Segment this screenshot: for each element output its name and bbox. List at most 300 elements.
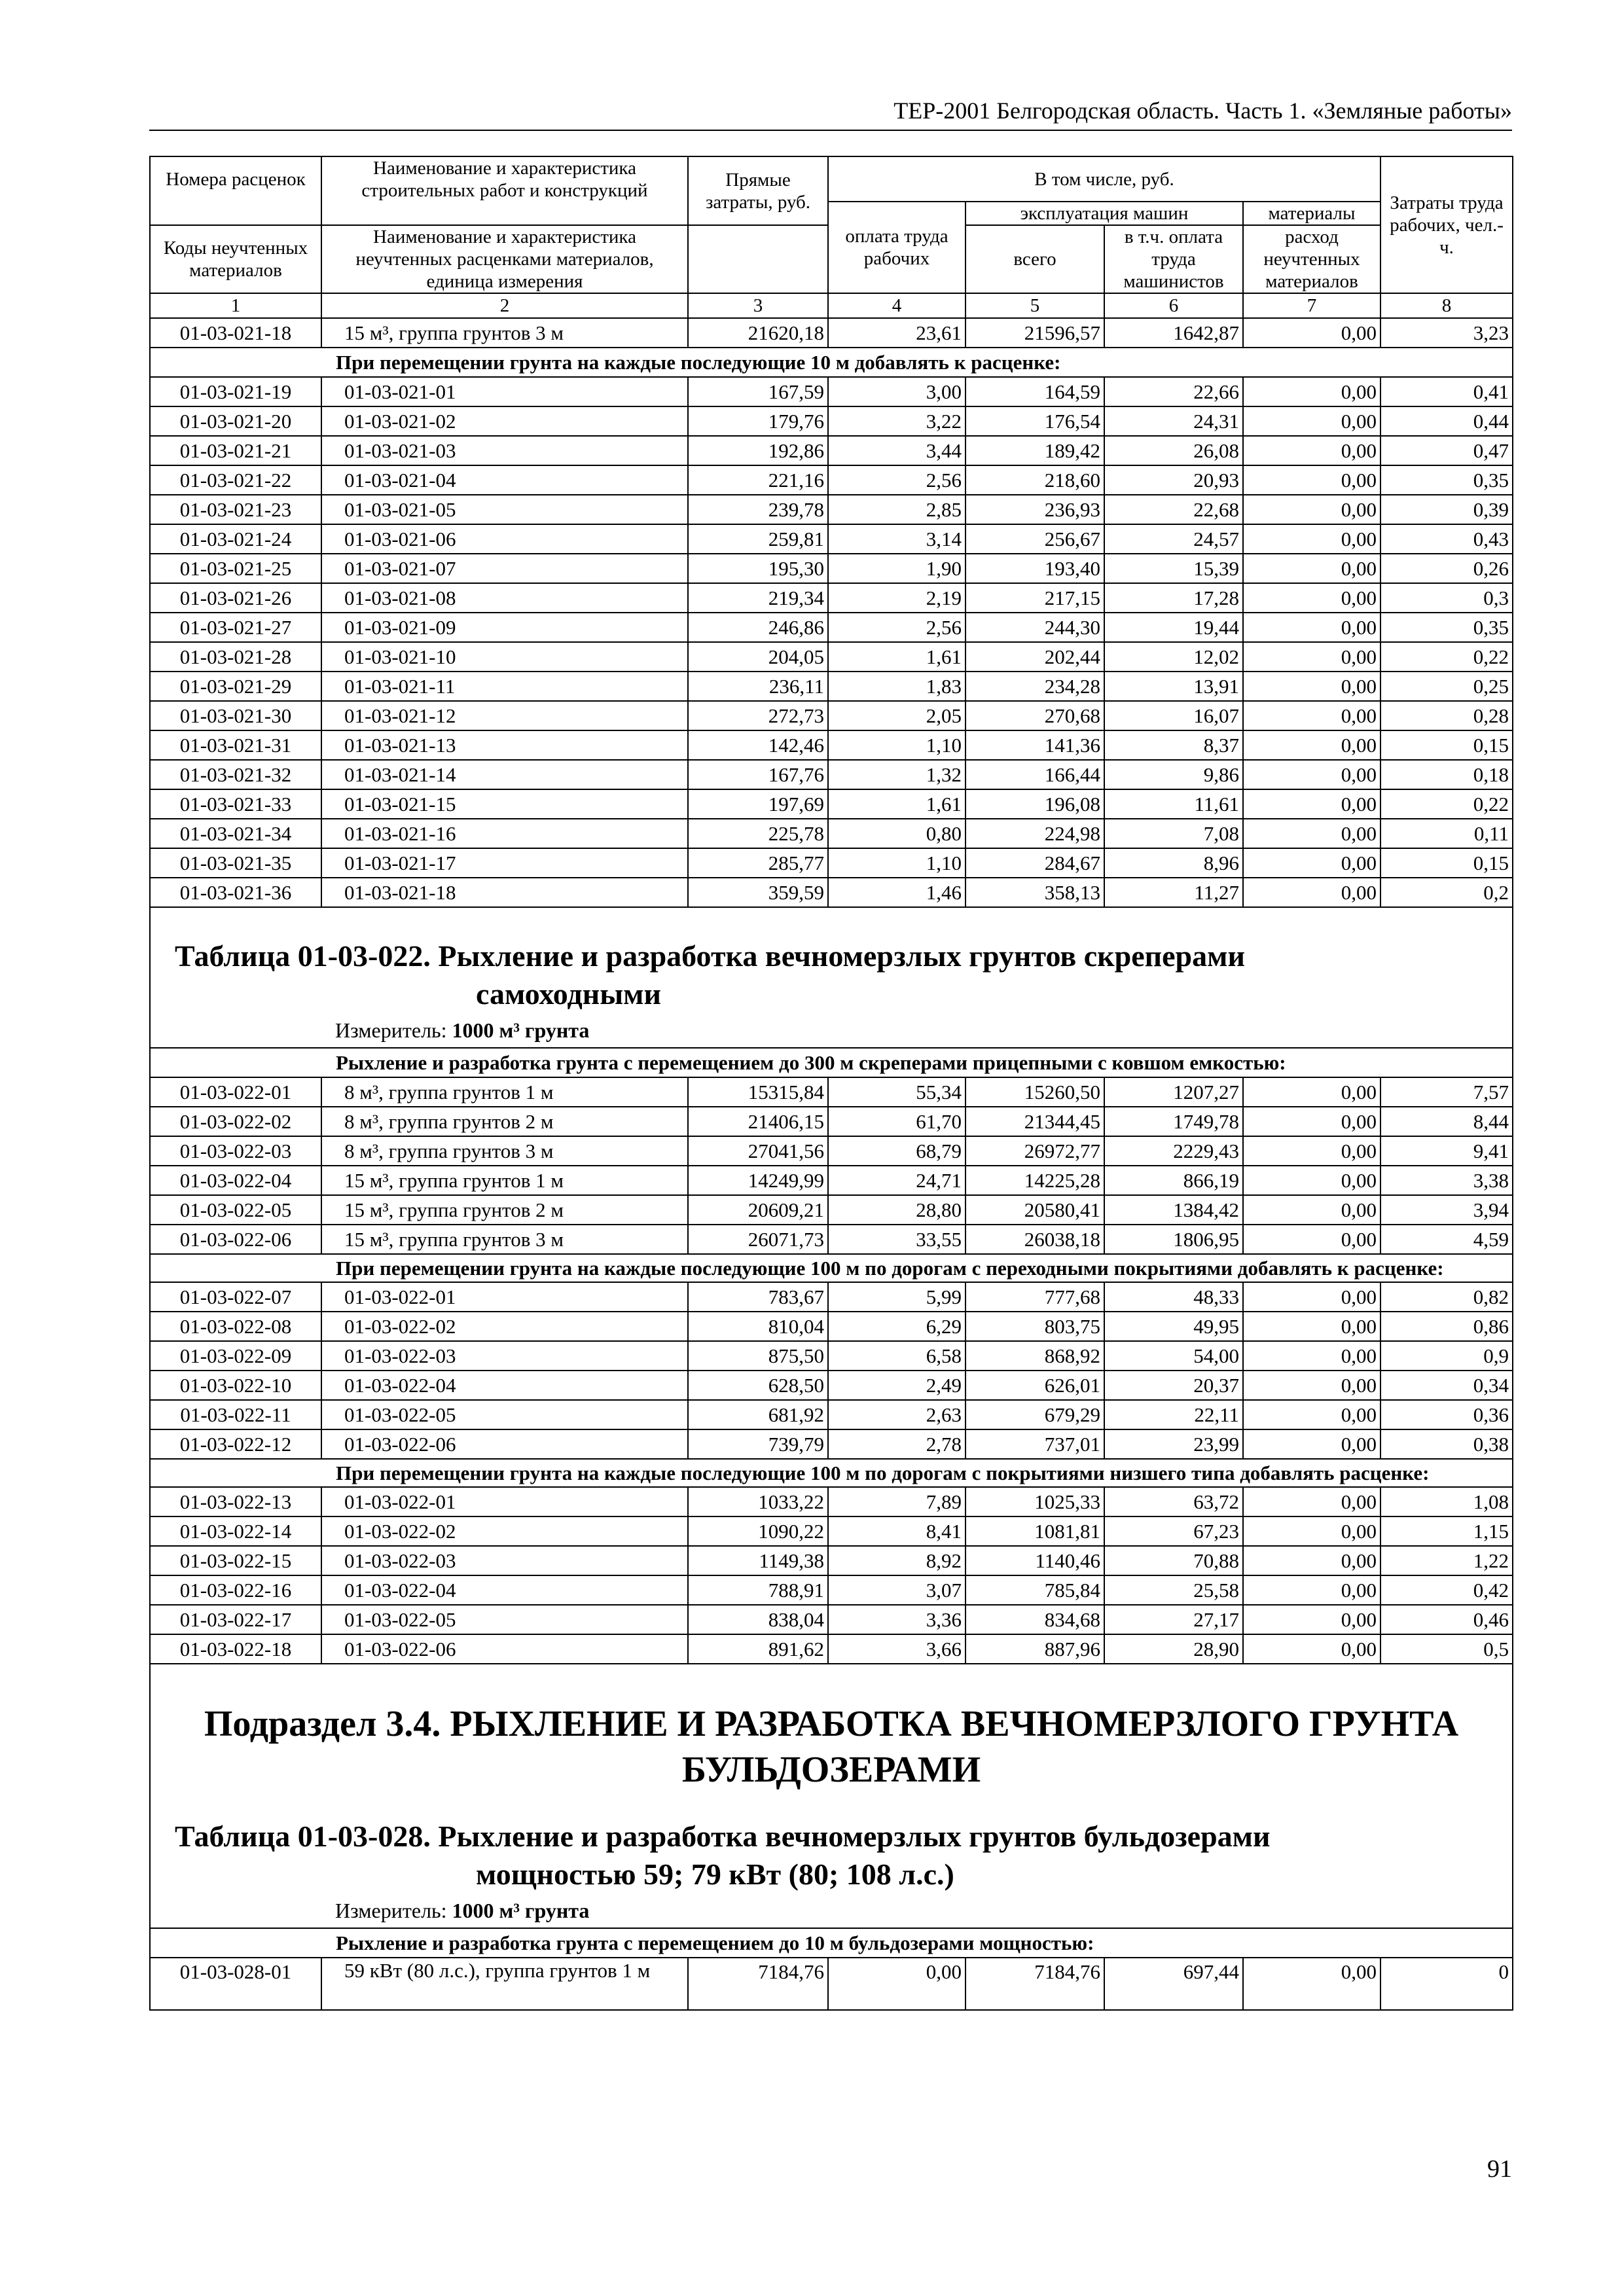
rate-name: 15 м³, группа грунтов 3 м xyxy=(321,1225,688,1254)
labor-pay: 28,80 xyxy=(828,1195,965,1225)
machines-total: 141,36 xyxy=(965,730,1104,760)
direct-costs: 239,78 xyxy=(688,495,828,524)
machinists-pay: 1384,42 xyxy=(1104,1195,1243,1225)
col-labor-pay: оплата труда рабочих xyxy=(828,202,965,293)
direct-costs: 7184,76 xyxy=(688,1958,828,2010)
rate-name: 01-03-022-05 xyxy=(321,1400,688,1429)
materials: 0,00 xyxy=(1243,878,1380,907)
col-codes: Коды неучтенных материалов xyxy=(150,225,321,293)
materials: 0,00 xyxy=(1243,1605,1380,1634)
materials: 0,00 xyxy=(1243,760,1380,789)
machinists-pay: 1749,78 xyxy=(1104,1107,1243,1136)
machinists-pay: 7,08 xyxy=(1104,819,1243,848)
rate-code: 01-03-022-05 xyxy=(150,1195,321,1225)
materials: 0,00 xyxy=(1243,819,1380,848)
direct-costs: 628,50 xyxy=(688,1371,828,1400)
rate-code: 01-03-022-04 xyxy=(150,1166,321,1195)
col-machines: эксплуатация машин xyxy=(965,202,1243,225)
labor-pay: 3,22 xyxy=(828,406,965,436)
rate-code: 01-03-021-36 xyxy=(150,878,321,907)
rate-code: 01-03-022-18 xyxy=(150,1634,321,1664)
rate-code: 01-03-021-29 xyxy=(150,672,321,701)
col-number: 1 xyxy=(150,293,321,318)
rate-name: 01-03-021-13 xyxy=(321,730,688,760)
col-number: 5 xyxy=(965,293,1104,318)
table-row xyxy=(150,1225,1513,1254)
table-row xyxy=(150,377,1513,406)
labor-hours: 0,35 xyxy=(1380,613,1513,642)
table-row xyxy=(150,1575,1513,1605)
col-labor-costs: Затраты труда рабочих, чел.-ч. xyxy=(1380,156,1513,293)
section-note: Рыхление и разработка грунта с перемещением до 10 м бульдозерами мощностью: xyxy=(150,1928,1513,1958)
machinists-pay: 24,57 xyxy=(1104,524,1243,554)
materials: 0,00 xyxy=(1243,1166,1380,1195)
section-note: При перемещении грунта на каждые последующие 100 м по дорогам с переходными покрытиями добавлять к расценке: xyxy=(150,1254,1513,1282)
labor-hours: 0,44 xyxy=(1380,406,1513,436)
materials: 0,00 xyxy=(1243,1195,1380,1225)
machines-total: 803,75 xyxy=(965,1312,1104,1341)
machinists-pay: 8,96 xyxy=(1104,848,1243,878)
materials: 0,00 xyxy=(1243,642,1380,672)
table-028-title xyxy=(151,1806,1512,1893)
machines-total: 189,42 xyxy=(965,436,1104,465)
labor-pay: 23,61 xyxy=(828,318,965,348)
rate-code: 01-03-021-26 xyxy=(150,583,321,613)
labor-pay: 0,00 xyxy=(828,1958,965,2010)
labor-pay: 2,56 xyxy=(828,613,965,642)
direct-costs: 875,50 xyxy=(688,1341,828,1371)
machinists-pay: 697,44 xyxy=(1104,1958,1243,2010)
machines-total: 21344,45 xyxy=(965,1107,1104,1136)
machines-total: 26972,77 xyxy=(965,1136,1104,1166)
table-row xyxy=(150,730,1513,760)
header-divider xyxy=(149,130,1512,131)
table-row xyxy=(150,1371,1513,1400)
materials: 0,00 xyxy=(1243,789,1380,819)
table-row xyxy=(150,406,1513,436)
col-rate-numbers: Номера расценок xyxy=(150,156,321,202)
labor-hours: 0,22 xyxy=(1380,642,1513,672)
direct-costs: 221,16 xyxy=(688,465,828,495)
table-row xyxy=(150,1516,1513,1546)
table-title-line: Таблица 01-03-022. Рыхление и разработка вечномерзлых грунтов скреперами xyxy=(175,939,1245,973)
machines-total: 358,13 xyxy=(965,878,1104,907)
labor-hours: 0,86 xyxy=(1380,1312,1513,1341)
labor-hours: 1,15 xyxy=(1380,1516,1513,1546)
page-header-title: ТЕР-2001 Белгородская область. Часть 1. «Земляные работы» xyxy=(893,98,1512,124)
labor-pay: 1,90 xyxy=(828,554,965,583)
labor-pay: 3,14 xyxy=(828,524,965,554)
table-row xyxy=(150,1487,1513,1516)
col-name2: Наименование и характеристика неучтенных расценками материалов, единица измерения xyxy=(321,225,688,293)
materials: 0,00 xyxy=(1243,1282,1380,1312)
labor-pay: 1,10 xyxy=(828,730,965,760)
machinists-pay: 20,93 xyxy=(1104,465,1243,495)
machinists-pay: 1642,87 xyxy=(1104,318,1243,348)
materials: 0,00 xyxy=(1243,672,1380,701)
machinists-pay: 22,11 xyxy=(1104,1400,1243,1429)
machinists-pay: 17,28 xyxy=(1104,583,1243,613)
materials: 0,00 xyxy=(1243,848,1380,878)
machines-total: 15260,50 xyxy=(965,1077,1104,1107)
table-022-title xyxy=(151,908,1512,1013)
machines-total: 20580,41 xyxy=(965,1195,1104,1225)
col-name: Наименование и характеристика строительных работ и конструкций xyxy=(321,156,688,202)
labor-pay: 2,85 xyxy=(828,495,965,524)
labor-hours: 0,18 xyxy=(1380,760,1513,789)
machines-total: 164,59 xyxy=(965,377,1104,406)
direct-costs: 810,04 xyxy=(688,1312,828,1341)
machinists-pay: 48,33 xyxy=(1104,1282,1243,1312)
rate-name: 01-03-021-06 xyxy=(321,524,688,554)
labor-pay: 1,32 xyxy=(828,760,965,789)
table-028-measure xyxy=(151,1893,1512,1928)
machines-total: 202,44 xyxy=(965,642,1104,672)
col-name-cont xyxy=(321,202,688,225)
labor-hours: 0,22 xyxy=(1380,789,1513,819)
rate-name: 01-03-021-07 xyxy=(321,554,688,583)
direct-costs: 20609,21 xyxy=(688,1195,828,1225)
rate-code: 01-03-022-14 xyxy=(150,1516,321,1546)
rate-name: 01-03-021-16 xyxy=(321,819,688,848)
rate-code: 01-03-021-32 xyxy=(150,760,321,789)
direct-costs: 1033,22 xyxy=(688,1487,828,1516)
rate-name: 01-03-022-02 xyxy=(321,1516,688,1546)
table-row xyxy=(150,436,1513,465)
labor-pay: 2,05 xyxy=(828,701,965,730)
machinists-pay: 1207,27 xyxy=(1104,1077,1243,1107)
rate-code: 01-03-021-19 xyxy=(150,377,321,406)
rate-code: 01-03-021-30 xyxy=(150,701,321,730)
rate-name: 01-03-021-14 xyxy=(321,760,688,789)
machinists-pay: 26,08 xyxy=(1104,436,1243,465)
machinists-pay: 70,88 xyxy=(1104,1546,1243,1575)
materials: 0,00 xyxy=(1243,1341,1380,1371)
table-row xyxy=(150,1077,1513,1107)
machines-total: 196,08 xyxy=(965,789,1104,819)
labor-pay: 55,34 xyxy=(828,1077,965,1107)
direct-costs: 142,46 xyxy=(688,730,828,760)
rate-code: 01-03-021-33 xyxy=(150,789,321,819)
table-022-measure xyxy=(151,1013,1512,1047)
rate-code: 01-03-022-08 xyxy=(150,1312,321,1341)
table-row xyxy=(150,1282,1513,1312)
rate-name: 01-03-021-04 xyxy=(321,465,688,495)
materials: 0,00 xyxy=(1243,318,1380,348)
direct-costs: 21406,15 xyxy=(688,1107,828,1136)
machinists-pay: 20,37 xyxy=(1104,1371,1243,1400)
machines-total: 1025,33 xyxy=(965,1487,1104,1516)
labor-hours: 0,47 xyxy=(1380,436,1513,465)
section-note: Рыхление и разработка грунта с перемещением до 300 м скреперами прицепными с ковшом емкостью: xyxy=(150,1048,1513,1077)
document-page xyxy=(149,156,1512,2011)
rate-name: 01-03-021-17 xyxy=(321,848,688,878)
rate-code: 01-03-022-07 xyxy=(150,1282,321,1312)
col-machines-total: всего xyxy=(965,225,1104,293)
rate-name: 01-03-022-04 xyxy=(321,1575,688,1605)
labor-pay: 5,99 xyxy=(828,1282,965,1312)
labor-hours: 0,39 xyxy=(1380,495,1513,524)
direct-costs: 195,30 xyxy=(688,554,828,583)
rates-table xyxy=(149,156,1513,2011)
table-row xyxy=(150,1958,1513,2010)
table-row xyxy=(150,1166,1513,1195)
rate-name: 01-03-022-02 xyxy=(321,1312,688,1341)
machines-total: 284,67 xyxy=(965,848,1104,878)
rate-code: 01-03-022-03 xyxy=(150,1136,321,1166)
rate-code: 01-03-021-20 xyxy=(150,406,321,436)
direct-costs: 236,11 xyxy=(688,672,828,701)
materials: 0,00 xyxy=(1243,1107,1380,1136)
machines-total: 777,68 xyxy=(965,1282,1104,1312)
labor-pay: 1,46 xyxy=(828,878,965,907)
labor-hours: 3,23 xyxy=(1380,318,1513,348)
col-number: 6 xyxy=(1104,293,1243,318)
table-title-line: мощностью 59; 79 кВт (80; 108 л.с.) xyxy=(476,1857,954,1891)
machines-total: 887,96 xyxy=(965,1634,1104,1664)
direct-costs: 167,59 xyxy=(688,377,828,406)
rate-code: 01-03-022-13 xyxy=(150,1487,321,1516)
labor-pay: 6,29 xyxy=(828,1312,965,1341)
rate-name: 8 м³, группа грунтов 2 м xyxy=(321,1107,688,1136)
machinists-pay: 23,99 xyxy=(1104,1429,1243,1459)
direct-costs: 1149,38 xyxy=(688,1546,828,1575)
machines-total: 218,60 xyxy=(965,465,1104,495)
materials: 0,00 xyxy=(1243,465,1380,495)
section-note: При перемещении грунта на каждые последующие 10 м добавлять к расценке: xyxy=(150,348,1513,377)
rate-code: 01-03-022-02 xyxy=(150,1107,321,1136)
direct-costs: 272,73 xyxy=(688,701,828,730)
machinists-pay: 24,31 xyxy=(1104,406,1243,436)
machines-total: 626,01 xyxy=(965,1371,1104,1400)
materials: 0,00 xyxy=(1243,1400,1380,1429)
rate-name: 01-03-022-06 xyxy=(321,1429,688,1459)
machinists-pay: 22,66 xyxy=(1104,377,1243,406)
subsection-heading xyxy=(150,1664,1513,1928)
rate-name: 01-03-022-04 xyxy=(321,1371,688,1400)
machines-total: 224,98 xyxy=(965,819,1104,848)
labor-hours: 0,41 xyxy=(1380,377,1513,406)
col-rate-numbers-cont xyxy=(150,202,321,225)
labor-hours: 0,11 xyxy=(1380,819,1513,848)
col-materials: материалы xyxy=(1243,202,1380,225)
machinists-pay: 28,90 xyxy=(1104,1634,1243,1664)
labor-pay: 2,19 xyxy=(828,583,965,613)
machinists-pay: 54,00 xyxy=(1104,1341,1243,1371)
labor-pay: 2,78 xyxy=(828,1429,965,1459)
direct-costs: 788,91 xyxy=(688,1575,828,1605)
rate-code: 01-03-021-31 xyxy=(150,730,321,760)
subsection-title xyxy=(151,1664,1512,1806)
direct-costs: 838,04 xyxy=(688,1605,828,1634)
table-row xyxy=(150,642,1513,672)
labor-hours: 0,43 xyxy=(1380,524,1513,554)
labor-hours: 0,34 xyxy=(1380,1371,1513,1400)
table-row xyxy=(150,789,1513,819)
machines-total: 26038,18 xyxy=(965,1225,1104,1254)
machines-total: 234,28 xyxy=(965,672,1104,701)
machines-total: 1140,46 xyxy=(965,1546,1104,1575)
labor-hours: 0,35 xyxy=(1380,465,1513,495)
direct-costs: 197,69 xyxy=(688,789,828,819)
direct-costs: 26071,73 xyxy=(688,1225,828,1254)
labor-pay: 8,41 xyxy=(828,1516,965,1546)
materials: 0,00 xyxy=(1243,730,1380,760)
direct-costs: 219,34 xyxy=(688,583,828,613)
col-number: 2 xyxy=(321,293,688,318)
rate-code: 01-03-022-10 xyxy=(150,1371,321,1400)
rate-name: 01-03-022-05 xyxy=(321,1605,688,1634)
table-row xyxy=(150,1634,1513,1664)
machinists-pay: 67,23 xyxy=(1104,1516,1243,1546)
labor-pay: 2,56 xyxy=(828,465,965,495)
table-row xyxy=(150,760,1513,789)
rate-code: 01-03-022-15 xyxy=(150,1546,321,1575)
col-unaccounted-materials: расход неучтенных материалов xyxy=(1243,225,1380,293)
rate-code: 01-03-021-21 xyxy=(150,436,321,465)
table-row xyxy=(150,465,1513,495)
machinists-pay: 866,19 xyxy=(1104,1166,1243,1195)
rate-code: 01-03-021-18 xyxy=(150,318,321,348)
machines-total: 785,84 xyxy=(965,1575,1104,1605)
labor-hours: 0,15 xyxy=(1380,730,1513,760)
labor-hours: 0,9 xyxy=(1380,1341,1513,1371)
rate-name: 01-03-021-03 xyxy=(321,436,688,465)
machines-total: 193,40 xyxy=(965,554,1104,583)
table-row xyxy=(150,1341,1513,1371)
materials: 0,00 xyxy=(1243,1575,1380,1605)
labor-pay: 68,79 xyxy=(828,1136,965,1166)
rate-code: 01-03-021-35 xyxy=(150,848,321,878)
materials: 0,00 xyxy=(1243,1546,1380,1575)
rate-code: 01-03-022-09 xyxy=(150,1341,321,1371)
machines-total: 868,92 xyxy=(965,1341,1104,1371)
labor-pay: 1,61 xyxy=(828,642,965,672)
rate-code: 01-03-021-22 xyxy=(150,465,321,495)
rate-name: 8 м³, группа грунтов 3 м xyxy=(321,1136,688,1166)
table-022-heading xyxy=(150,907,1513,1048)
labor-hours: 8,44 xyxy=(1380,1107,1513,1136)
labor-hours: 0,25 xyxy=(1380,672,1513,701)
labor-hours: 9,41 xyxy=(1380,1136,1513,1166)
page-number: 91 xyxy=(1487,2155,1512,2183)
labor-pay: 3,07 xyxy=(828,1575,965,1605)
machines-total: 166,44 xyxy=(965,760,1104,789)
table-title-line: Таблица 01-03-028. Рыхление и разработка вечномерзлых грунтов бульдозерами xyxy=(175,1820,1271,1853)
direct-costs: 204,05 xyxy=(688,642,828,672)
col-direct-costs: Прямые затраты, руб. xyxy=(688,156,828,225)
direct-costs: 15315,84 xyxy=(688,1077,828,1107)
rate-code: 01-03-021-34 xyxy=(150,819,321,848)
labor-hours: 0,42 xyxy=(1380,1575,1513,1605)
direct-costs: 681,92 xyxy=(688,1400,828,1429)
direct-costs: 359,59 xyxy=(688,878,828,907)
labor-pay: 1,61 xyxy=(828,789,965,819)
machines-total: 217,15 xyxy=(965,583,1104,613)
materials: 0,00 xyxy=(1243,1516,1380,1546)
labor-hours: 1,22 xyxy=(1380,1546,1513,1575)
labor-pay: 3,36 xyxy=(828,1605,965,1634)
direct-costs: 259,81 xyxy=(688,524,828,554)
direct-costs: 192,86 xyxy=(688,436,828,465)
machinists-pay: 2229,43 xyxy=(1104,1136,1243,1166)
labor-pay: 3,44 xyxy=(828,436,965,465)
machines-total: 21596,57 xyxy=(965,318,1104,348)
rate-code: 01-03-028-01 xyxy=(150,1958,321,2010)
machines-total: 256,67 xyxy=(965,524,1104,554)
labor-hours: 7,57 xyxy=(1380,1077,1513,1107)
materials: 0,00 xyxy=(1243,436,1380,465)
labor-hours: 4,59 xyxy=(1380,1225,1513,1254)
machines-total: 679,29 xyxy=(965,1400,1104,1429)
direct-costs: 179,76 xyxy=(688,406,828,436)
machinists-pay: 1806,95 xyxy=(1104,1225,1243,1254)
col-direct-costs-cont xyxy=(688,225,828,293)
labor-pay: 3,66 xyxy=(828,1634,965,1664)
table-body xyxy=(150,318,1513,2010)
materials: 0,00 xyxy=(1243,1136,1380,1166)
labor-hours: 0,2 xyxy=(1380,878,1513,907)
labor-pay: 2,63 xyxy=(828,1400,965,1429)
rate-code: 01-03-022-16 xyxy=(150,1575,321,1605)
rate-code: 01-03-022-12 xyxy=(150,1429,321,1459)
labor-hours: 0,38 xyxy=(1380,1429,1513,1459)
labor-hours: 0,28 xyxy=(1380,701,1513,730)
machinists-pay: 13,91 xyxy=(1104,672,1243,701)
col-number: 3 xyxy=(688,293,828,318)
rate-code: 01-03-021-23 xyxy=(150,495,321,524)
table-row xyxy=(150,701,1513,730)
rate-name: 15 м³, группа грунтов 1 м xyxy=(321,1166,688,1195)
materials: 0,00 xyxy=(1243,613,1380,642)
col-machinists-pay: в т.ч. оплата труда машинистов xyxy=(1104,225,1243,293)
labor-pay: 8,92 xyxy=(828,1546,965,1575)
subsection-title-line: Подраздел 3.4. РЫХЛЕНИЕ И РАЗРАБОТКА ВЕЧНОМЕРЗЛОГО ГРУНТА xyxy=(204,1704,1459,1744)
measure-label: Измеритель: xyxy=(335,1018,452,1042)
table-row xyxy=(150,495,1513,524)
rate-code: 01-03-022-17 xyxy=(150,1605,321,1634)
materials: 0,00 xyxy=(1243,1077,1380,1107)
section-note: При перемещении грунта на каждые последующие 100 м по дорогам с покрытиями низшего типа добавлять расценке: xyxy=(150,1459,1513,1487)
labor-hours: 3,38 xyxy=(1380,1166,1513,1195)
labor-hours: 0,26 xyxy=(1380,554,1513,583)
materials: 0,00 xyxy=(1243,1429,1380,1459)
rate-name: 01-03-021-08 xyxy=(321,583,688,613)
rate-name: 01-03-022-01 xyxy=(321,1282,688,1312)
labor-hours: 0,3 xyxy=(1380,583,1513,613)
materials: 0,00 xyxy=(1243,554,1380,583)
rate-name: 01-03-021-15 xyxy=(321,789,688,819)
machines-total: 176,54 xyxy=(965,406,1104,436)
table-row xyxy=(150,554,1513,583)
measure-value: 1000 м³ грунта xyxy=(452,1018,590,1042)
col-number: 4 xyxy=(828,293,965,318)
direct-costs: 14249,99 xyxy=(688,1166,828,1195)
machines-total: 270,68 xyxy=(965,701,1104,730)
table-row xyxy=(150,1136,1513,1166)
machinists-pay: 25,58 xyxy=(1104,1575,1243,1605)
rate-code: 01-03-021-24 xyxy=(150,524,321,554)
labor-pay: 1,10 xyxy=(828,848,965,878)
rate-code: 01-03-022-06 xyxy=(150,1225,321,1254)
rate-code: 01-03-021-28 xyxy=(150,642,321,672)
machines-total: 834,68 xyxy=(965,1605,1104,1634)
machinists-pay: 63,72 xyxy=(1104,1487,1243,1516)
labor-pay: 24,71 xyxy=(828,1166,965,1195)
machines-total: 7184,76 xyxy=(965,1958,1104,2010)
rate-name: 8 м³, группа грунтов 1 м xyxy=(321,1077,688,1107)
table-row xyxy=(150,1546,1513,1575)
